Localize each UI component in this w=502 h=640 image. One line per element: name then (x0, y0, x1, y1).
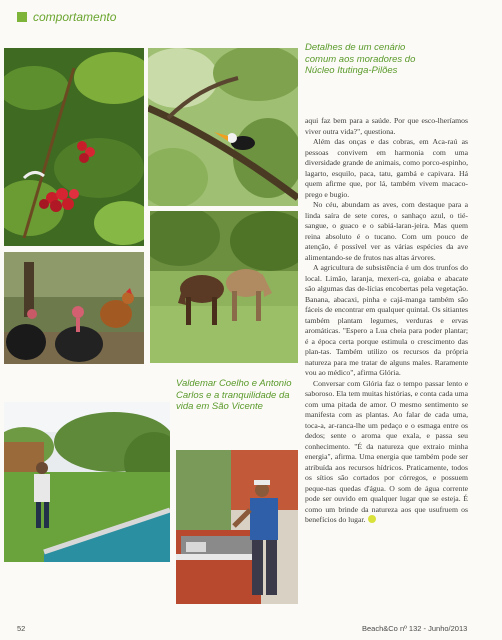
section-square-icon (17, 12, 27, 22)
horses-in-field-photo (150, 211, 298, 363)
toucan-in-tree-photo (148, 48, 298, 206)
article-body (305, 116, 468, 526)
coffee-berries-photo (4, 48, 144, 246)
article-paragraph: A agricultura de subsistência é um dos trunfos do local. Limão, laranja, mexeri-ca, goiaba e abacate são algumas das de-lícias encobertas pela vegetação. Banana, abacaxi, pinha e cajá-manga também são fáceis de encontrar em qualquer quintal. Os sitiantes também plantam legumes, verduras e ervas aromáticas. "Espero a Lua cheia para poder plantar; é a época certa porque estimula o crescimento das plan-tas. Também utilizo os recursos da própria natureza para me tratar de alguns males. Raramente vou ao médico", afirma Glória. (305, 263, 468, 377)
end-mark-icon (368, 515, 376, 523)
article-paragraph: aqui faz bem para a saúde. Por que esco-lheríamos viver outra vida?", questiona. (305, 116, 468, 136)
article-paragraph: No céu, abundam as aves, com destaque para a linda saíra de sete cores, o sanhaço azul, o tié-sangue, o guaco e o sabiá-laran-jeira. Mas quem reina absoluto é o tucano. Com um pouco de atenção, é possível ver as várias espécies da ave alimentando-se de frutos nas altas árvores. (305, 200, 468, 262)
photo-caption-top: Detalhes de um cenário comum aos moradores do Núcleo Itutinga-Pilões (305, 42, 416, 76)
section-tag (17, 10, 116, 24)
page-number: 52 (17, 624, 26, 633)
section-label: comportamento (33, 10, 117, 24)
turkeys-and-rooster-photo (4, 252, 144, 364)
article-paragraph: Além das onças e das cobras, em Aca-raú as pessoas convivem em harmonia com uma diversidade grande de animais, como porco-espinho, lagarto, esquilo, paca, tatu, gambá e capivara. Há quem afirme que, por lá, também vivem macaco-prego e bugio. (305, 137, 468, 199)
publication-footer: Beach&Co nº 132 - Junho/2013 (362, 624, 468, 633)
article-paragraph-last (305, 379, 468, 526)
man-by-pool-photo (4, 402, 170, 562)
man-at-grill-photo (176, 450, 298, 604)
photo-caption-bottom: Valdemar Coelho e Antonio Carlos e a tranquilidade da vida em São Vicente (176, 378, 292, 412)
article-paragraph-text: Conversar com Glória faz o tempo passar lento e saboroso. Ela tem muitas histórias, e conta cada uma com uma pitada de amor. O mesmo sentimento se manifesta com as plantas. Ao falar de cada uma, toca-a, ar-ranca-lhe um pedaço e o esmaga entre os dedos; sente o aroma que exala, e passa seu conhecimento. "É da natureza que extraio minha energia", afirma. Uma energia que também pode ser atribuída aos recursos hídricos. Praticamente, todos os sítios são cortados por córregos, e possuem peque-nas quedas d'água. O som de água corrente pode ser ouvido em qualquer lugar que se esteja. É como um brinde da natureza aos que usufruem os benefícios do lugar. (305, 378, 468, 524)
